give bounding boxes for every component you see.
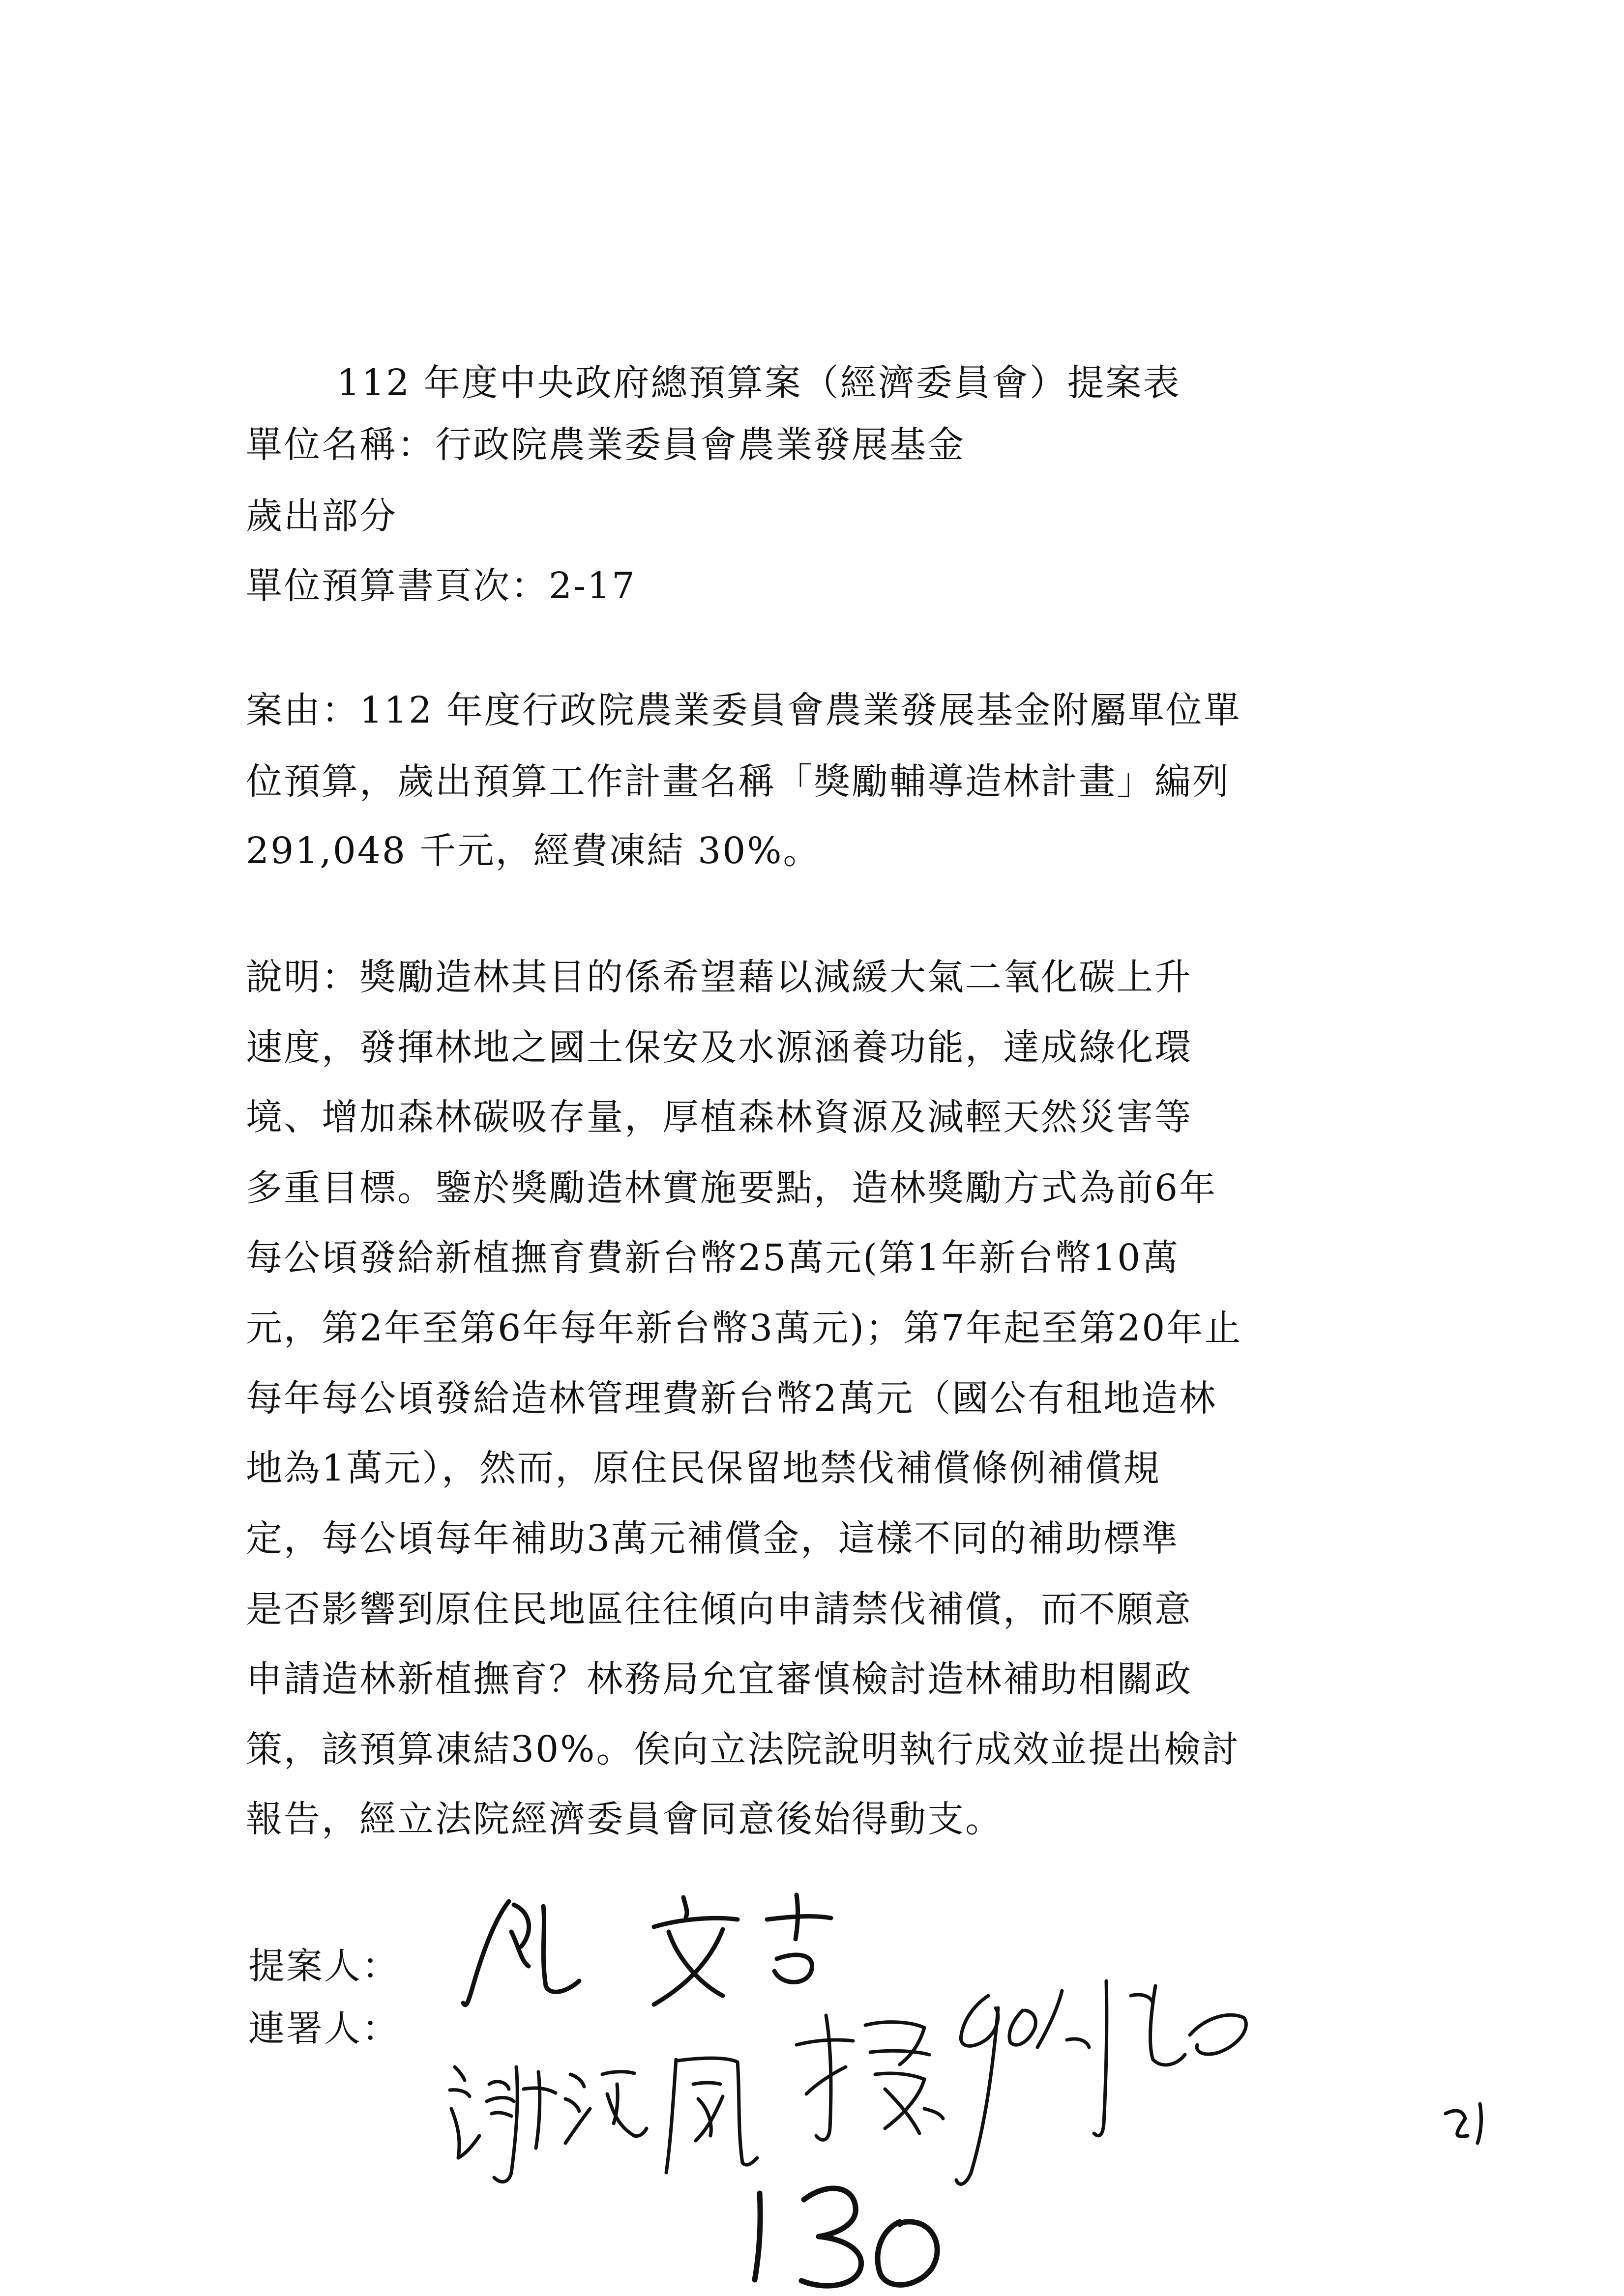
explanation-line: 每年每公頃發給造林管理費新台幣2萬元（國公有租地造林 <box>246 1377 1217 1420</box>
explanation-line: 多重目標。鑒於獎勵造林實施要點，造林獎勵方式為前6年 <box>246 1167 1217 1209</box>
page-title: 112 年度中央政府總預算案（經濟委員會）提案表 <box>337 362 1181 404</box>
explanation-line: 策，該預算凍結30%。俟向立法院說明執行成效並提出檢討 <box>246 1728 1240 1771</box>
case-line: 位預算，歲出預算工作計畫名稱「獎勵輔導造林計畫」編列 <box>246 760 1230 803</box>
cosigner-signatures <box>450 1981 1481 2184</box>
explanation-line: 元，第2年至第6年每年新台幣3萬元)；第7年起至第20年止 <box>246 1307 1242 1349</box>
proposer-label: 提案人： <box>248 1945 400 1987</box>
explanation-line: 境、增加森林碳吸存量，厚植森林資源及減輕天然災害等 <box>246 1096 1192 1138</box>
explanation-line: 每公頃發給新植撫育費新台幣25萬元(第1年新台幣10萬 <box>246 1237 1180 1279</box>
explanation-line: 是否影響到原住民地區往往傾向申請禁伐補償，而不願意 <box>246 1588 1192 1630</box>
explanation-line: 說明：獎勵造林其目的係希望藉以減緩大氣二氧化碳上升 <box>246 956 1192 998</box>
budget-page: 單位預算書頁次：2-17 <box>246 565 637 607</box>
handwritten-number-text: 130 <box>806 2259 863 2293</box>
explanation-line: 申請造林新植撫育？林務局允宜審慎檢討造林補助相關政 <box>246 1658 1192 1700</box>
explanation-line: 定，每公頃每年補助3萬元補償金，這樣不同的補助標準 <box>246 1517 1180 1560</box>
unit-name: 單位名稱：行政院農業委員會農業發展基金 <box>246 424 965 466</box>
proposer-signature <box>463 1895 831 2005</box>
explanation-line: 報告，經立法院經濟委員會同意後始得動支。 <box>246 1798 1003 1840</box>
cosigner-label: 連署人： <box>248 2007 400 2050</box>
case-line: 291,048 千元，經費凍結 30%。 <box>246 830 821 872</box>
case-line: 案由：112 年度行政院農業委員會農業發展基金附屬單位單 <box>246 689 1241 731</box>
explanation-line: 速度，發揮林地之國土保安及水源涵養功能，達成綠化環 <box>246 1026 1192 1069</box>
section-label: 歲出部分 <box>246 495 397 537</box>
explanation-line: 地為1萬元），然而，原住民保留地禁伐補償條例補償規 <box>246 1447 1161 1489</box>
